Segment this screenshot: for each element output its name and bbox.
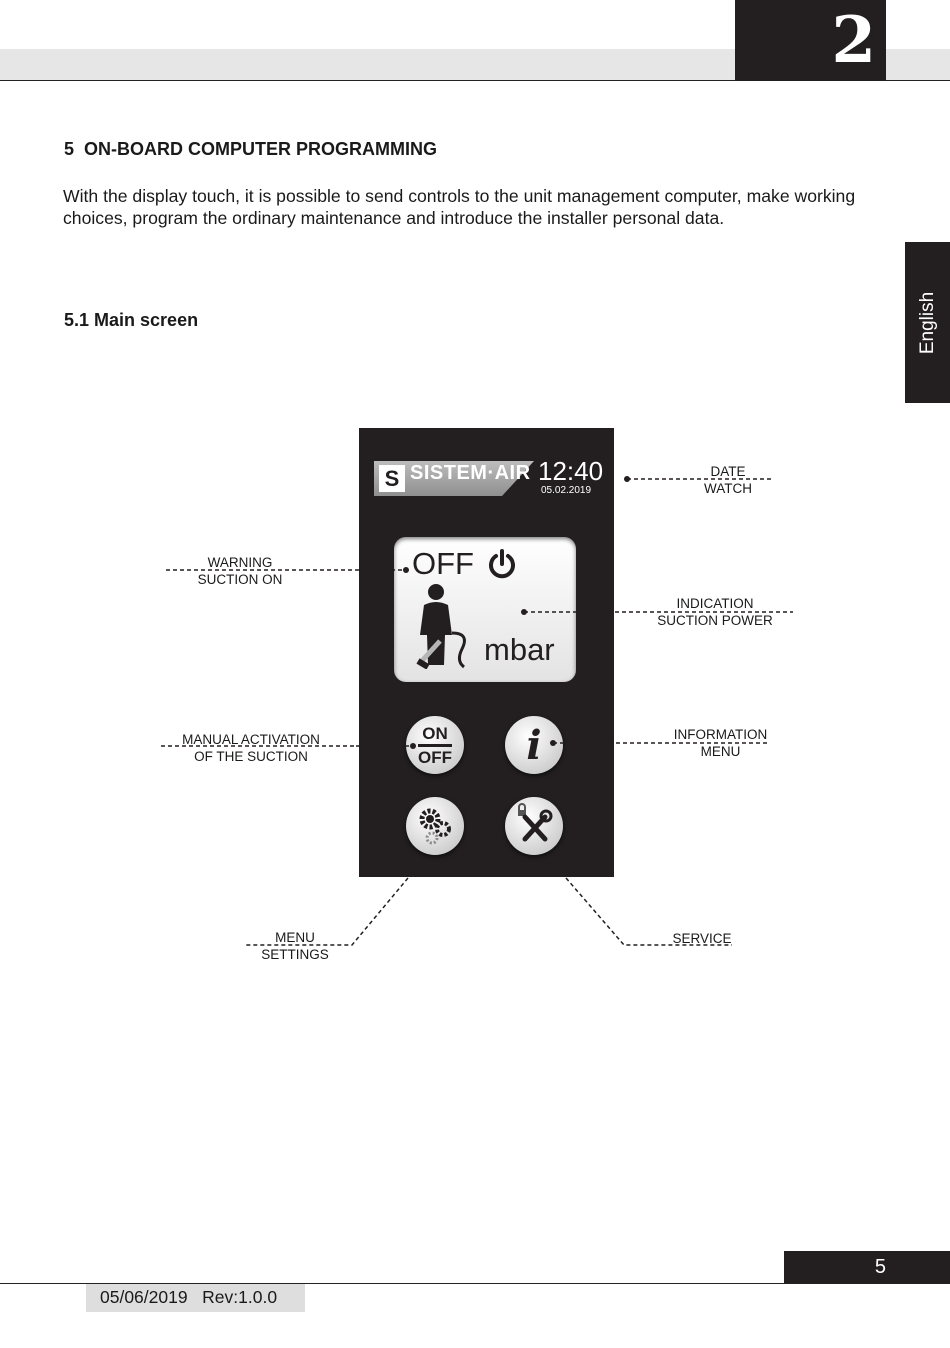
on-off-button[interactable]: [406, 716, 464, 774]
section-number: 5: [64, 139, 75, 159]
info-icon: i: [526, 721, 542, 769]
callout-information: [668, 726, 773, 760]
section-title: ON-BOARD COMPUTER PROGRAMMING: [84, 139, 438, 159]
language-tab: [905, 242, 950, 403]
clock-time[interactable]: 12:40: [538, 456, 604, 486]
intro-paragraph: With the display touch, it is possible to send controls to the unit management computer, make working choices, program the ordinary maintenance and introduce the installer personal data.: [63, 186, 856, 228]
callout-service: [666, 930, 738, 947]
callout-menu-settings: [250, 929, 340, 963]
divider: [418, 744, 452, 747]
callout-line-2: SUCTION ON: [197, 572, 283, 587]
callout-manual: [176, 731, 326, 765]
callout-line-1: INFORMATION: [673, 727, 768, 742]
information-button[interactable]: [505, 716, 563, 774]
clock-date[interactable]: 05.02.2019: [541, 485, 592, 496]
off-label: OFF: [418, 747, 452, 767]
brand-logo: SISTEM·AIR: [410, 462, 531, 484]
page-number: 5: [784, 1251, 950, 1283]
section-heading: [64, 139, 437, 160]
callout-date-watch: [688, 463, 768, 497]
callout-line-2: WATCH: [704, 481, 752, 496]
language-label: English: [916, 291, 938, 354]
revision-label: 05/06/2019 Rev:1.0.0: [86, 1284, 305, 1312]
callout-warning: [190, 554, 290, 588]
callout-line-2: MENU: [700, 744, 741, 759]
callout-line-1: INDICATION: [676, 596, 754, 611]
power-icon: [486, 548, 518, 580]
service-button[interactable]: [505, 797, 563, 855]
tools-lock-icon: [511, 803, 557, 849]
person-vacuum-icon: [412, 583, 470, 669]
callout-line-1: DATE: [710, 464, 746, 479]
callout-indication: [650, 595, 780, 629]
subsection-heading: 5.1 Main screen: [64, 310, 199, 330]
gears-icon: [413, 804, 457, 848]
pressure-unit: mbar: [484, 632, 555, 667]
logo-icon: S: [379, 465, 405, 492]
callout-line-1: WARNING: [207, 555, 273, 570]
callout-line-2: OF THE SUCTION: [194, 749, 308, 764]
callout-line-1: MENU: [275, 930, 315, 945]
on-label: ON: [422, 723, 448, 743]
settings-button[interactable]: [406, 797, 464, 855]
callout-line-2: SUCTION POWER: [657, 613, 773, 628]
suction-status-text: OFF: [412, 546, 474, 581]
callout-line-1: SERVICE: [672, 931, 732, 946]
chapter-number: 2: [735, 0, 886, 81]
callout-line-2: SETTINGS: [261, 947, 329, 962]
callout-line-1: MANUAL ACTIVATION: [182, 732, 320, 747]
